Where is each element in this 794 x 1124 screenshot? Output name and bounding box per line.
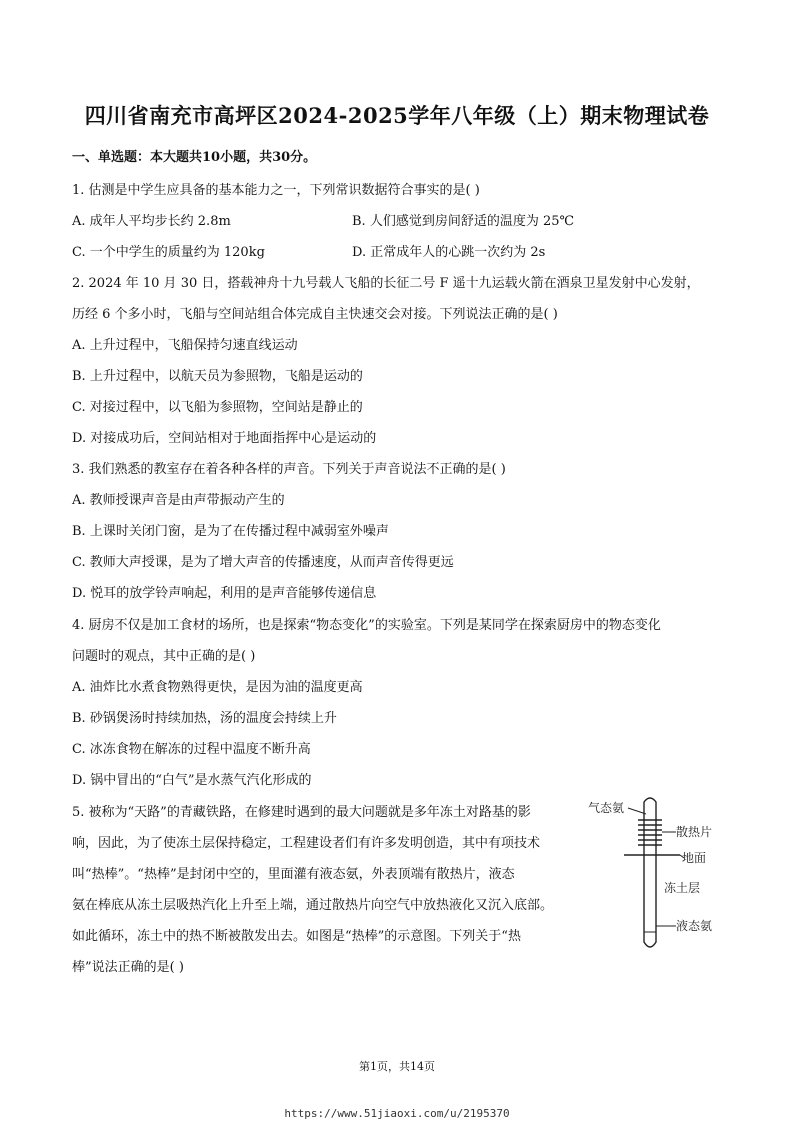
q4-option-b: B. 砂锅煲汤时持续加热，汤的温度会持续上升 — [72, 711, 337, 726]
q5-stem-line2: 响，因此，为了使冻土层保持稳定，工程建设者们有许多发明创造，其中有项技术 — [72, 836, 541, 851]
heat-pipe-diagram — [588, 792, 728, 962]
q2-stem-line2: 历经 6 个多小时，飞船与空间站组合体完成自主快速交会对接。下列说法正确的是( ) — [72, 307, 558, 322]
q5-stem-line3: 叫“热棒”。“热棒”是封闭中空的，里面灌有液态氨，外表顶端有散热片，液态 — [72, 867, 515, 882]
q4-option-a: A. 油炸比水煮食物熟得更快，是因为油的温度更高 — [72, 680, 363, 695]
q4-stem-line1: 4. 厨房不仅是加工食材的场所，也是探索“物态变化”的实验室。下列是某同学在探索厨房中的物态变化 — [72, 618, 661, 633]
q1-option-b: B. 人们感觉到房间舒适的温度为 25℃ — [352, 214, 575, 229]
q3-option-b: B. 上课时关闭门窗，是为了在传播过程中减弱室外噪声 — [72, 524, 389, 539]
q3-option-c: C. 教师大声授课，是为了增大声音的传播速度，从而声音传得更远 — [72, 555, 454, 570]
page-footer: 第1页，共14页 — [359, 1060, 435, 1073]
q1-stem: 1. 估测是中学生应具备的基本能力之一，下列常识数据符合事实的是( ) — [72, 183, 480, 198]
q2-option-b: B. 上升过程中，以航天员为参照物，飞船是运动的 — [72, 369, 363, 384]
fins-illustration — [638, 820, 662, 845]
q3-option-a: A. 教师授课声音是由声带振动产生的 — [72, 493, 285, 508]
label-fins: 散热片 — [676, 825, 713, 839]
label-liquid-ammonia: 液态氨 — [676, 919, 713, 933]
q1-option-a: A. 成年人平均步长约 2.8m — [72, 214, 231, 229]
q5-stem-line5: 如此循环，冻土中的热不断被散发出去。如图是“热棒”的示意图。下列关于“热 — [72, 929, 521, 944]
watermark-url: https://www.51jiaoxi.com/u/2195370 — [284, 1107, 510, 1120]
q5-stem-line6: 棒”说法正确的是( ) — [72, 960, 184, 975]
q3-option-d: D. 悦耳的放学铃声响起，利用的是声音能够传递信息 — [72, 586, 377, 601]
q1-option-d: D. 正常成年人的心跳一次约为 2s — [352, 245, 546, 260]
q2-option-c: C. 对接过程中，以飞船为参照物，空间站是静止的 — [72, 400, 363, 415]
q3-stem: 3. 我们熟悉的教室存在着各种各样的声音。下列关于声音说法不正确的是( ) — [72, 462, 506, 477]
label-ground: 地面 — [682, 851, 707, 865]
q4-stem-line2: 问题时的观点，其中正确的是( ) — [72, 649, 256, 664]
q2-option-d: D. 对接成功后，空间站相对于地面指挥中心是运动的 — [72, 431, 377, 446]
q2-option-a: A. 上升过程中，飞船保持匀速直线运动 — [72, 338, 298, 353]
label-gas-ammonia: 气态氨 — [588, 801, 625, 815]
q1-option-c: C. 一个中学生的质量约为 120kg — [72, 245, 265, 260]
q2-stem-line1: 2. 2024 年 10 月 30 日，搭载神舟十九号载人飞船的长征二号 F 遥十九运载火箭在酒泉卫星发射中心发射， — [72, 276, 700, 291]
q5-stem-line1: 5. 被称为“天路”的青藏铁路，在修建时遇到的最大问题就是多年冻土对路基的影 — [72, 805, 531, 820]
section-heading: 一、单选题：本大题共10小题，共30分。 — [72, 150, 317, 165]
q4-option-c: C. 冰冻食物在解冻的过程中温度不断升高 — [72, 742, 311, 757]
q5-stem-line4: 氨在棒底从冻土层吸热汽化上升至上端，通过散热片向空气中放热液化又沉入底部。 — [72, 898, 554, 913]
page-title: 四川省南充市高坪区2024-2025学年八年级（上）期末物理试卷 — [84, 103, 710, 128]
label-frozen-soil: 冻土层 — [664, 881, 701, 895]
q4-option-d: D. 锅中冒出的“白气”是水蒸气汽化形成的 — [72, 773, 312, 788]
